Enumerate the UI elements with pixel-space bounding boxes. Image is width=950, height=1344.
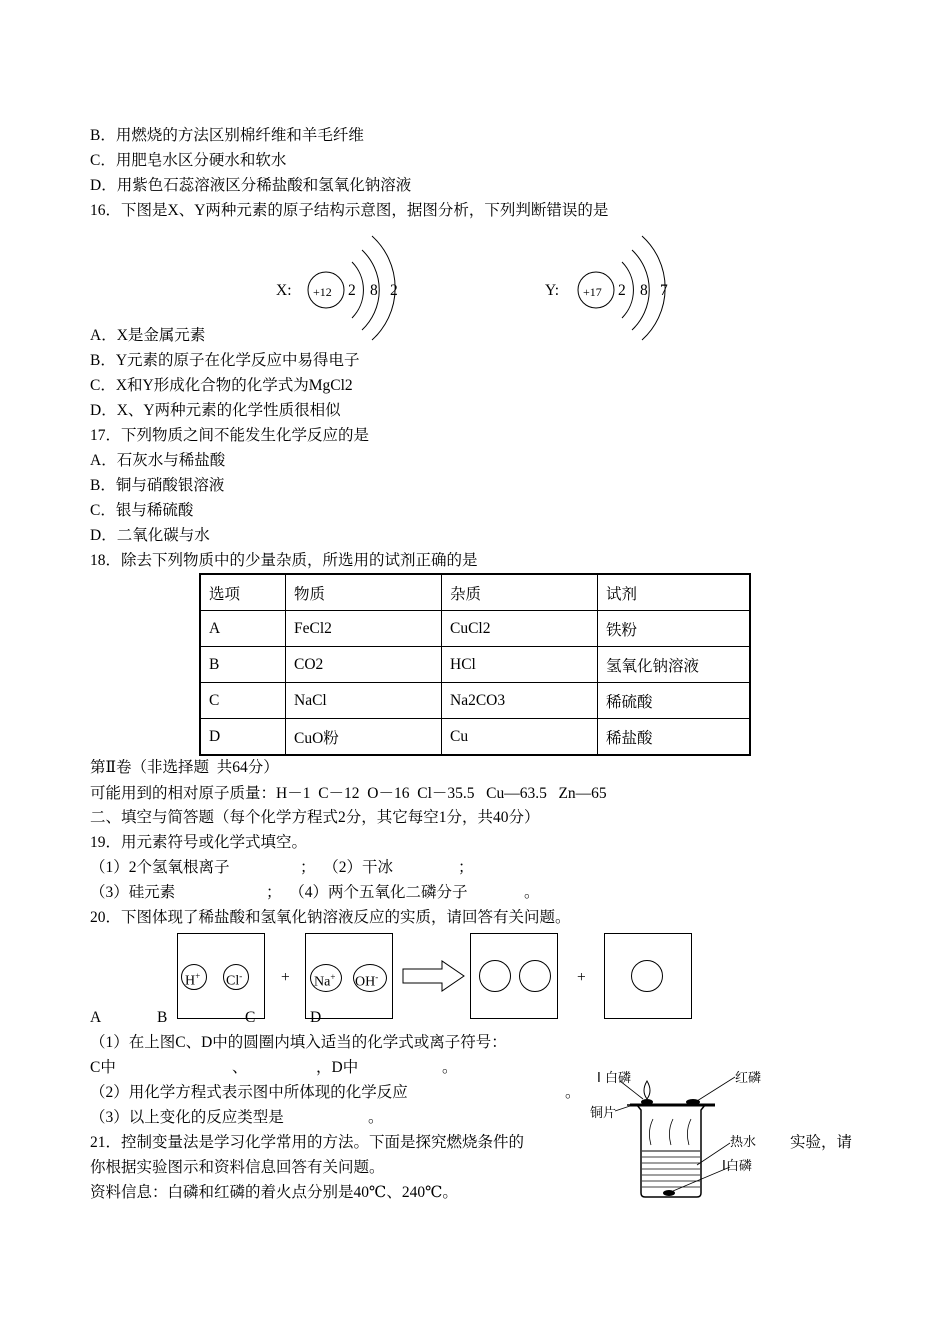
q21-stem-end: 实验，请 [790,1134,853,1151]
atom-y-nucleus-charge: +17 [583,285,602,299]
plus-sign-2: + [577,969,586,986]
q19-item-4: ； （4）两个五氧化二磷分子 [266,884,468,901]
q20-line-end: 。 [442,1059,458,1076]
flame-icon [644,1081,650,1099]
q21-instruction: 你根据实验图示和资料信息回答有关问题。 [90,1159,385,1176]
label-hot-water: 热水 [730,1135,757,1150]
q17-option-d: D．二氧化碳与水 [90,527,210,544]
atom-x-shell-2-count: 8 [370,282,378,299]
table-cell: HCl [442,647,598,683]
q19-item-3: （3）硅元素 [90,884,176,901]
atom-x-nucleus-charge: +12 [313,285,332,299]
table-cell: B [200,647,286,683]
table-header-cell: 选项 [200,574,286,611]
atom-y-shell-2-count: 8 [640,282,648,299]
q17-option-b: B．铜与硝酸银溶液 [90,477,225,494]
q18-stem: 18．除去下列物质中的少量杂质，所选用的试剂正确的是 [90,552,478,569]
table-header-cell: 杂质 [442,574,598,611]
table-cell: 铁粉 [598,611,751,647]
table-cell: 氢氧化钠溶液 [598,647,751,683]
table-cell: CuCl2 [442,611,598,647]
q15-option-b: B．用燃烧的方法区别棉纤维和羊毛纤维 [90,127,364,144]
atom-y-shell-3-count: 7 [660,282,668,299]
ion-h-label: H+ [185,971,201,989]
q20-sub-3: （3）以上变化的反应类型是 [90,1109,284,1126]
section2-heading: 二、填空与简答题（每个化学方程式2分，其它每空1分，共40分） [90,809,540,826]
plus-sign-1: + [281,969,290,986]
q16-option-a: A．X是金属元素 [90,327,206,344]
atom-y-shell-1-count: 2 [618,282,626,299]
q20-sub-3-end: 。 [368,1109,384,1126]
blank-circle-c2 [519,960,551,992]
atom-x-label: X: [276,282,292,299]
atomic-masses: 可能用到的相对原子质量：H－1 C－12 O－16 Cl－35.5 Cu—63.5 Zn—65 [90,785,607,802]
q20-c-blank: C中 [90,1059,116,1076]
q15-option-d: D．用紫色石蕊溶液区分稀盐酸和氢氧化钠溶液 [90,177,412,194]
q15-option-c: C．用肥皂水区分硬水和软水 [90,152,287,169]
q16-stem: 16．下图是X、Y两种元素的原子结构示意图，据图分析，下列判断错误的是 [90,202,609,219]
red-phosphorus-icon [686,1099,700,1105]
q20-stem: 20．下图体现了稀盐酸和氢氧化钠溶液反应的实质，请回答有关问题。 [90,909,571,926]
q19-item-1: （1）2个氢氧根离子 [90,859,230,876]
box-label-a: A [90,1009,102,1026]
q20-sub-2: （2）用化学方程式表示图中所体现的化学反应 [90,1084,408,1101]
label-white-phosphorus-top: Ⅰ 白磷 [597,1071,631,1086]
atom-x-shell-1-count: 2 [348,282,356,299]
q16-option-d: D．X、Y两种元素的化学性质很相似 [90,402,341,419]
q19-item-4-end: 。 [524,884,540,901]
label-red-phosphorus: 红磷 [735,1071,762,1086]
q21-stem: 21．控制变量法是学习化学常用的方法。下面是探究燃烧条件的 [90,1134,525,1151]
atom-x-shell-3-count: 2 [390,282,398,299]
q19-item-2: ； （2）干冰 [300,859,394,876]
q21-info: 资料信息：白磷和红磷的着火点分别是40℃、240℃。 [90,1184,458,1201]
table-cell: NaCl [286,683,442,719]
q16-option-c: C．X和Y形成化合物的化学式为MgCl2 [90,377,353,394]
q19-stem: 19．用元素符号或化学式填空。 [90,834,308,851]
table-row [200,611,750,647]
table-cell: D [200,719,286,756]
table-row [200,719,750,756]
q20-sub-2-end: 。 [565,1084,581,1101]
q17-stem: 17．下列物质之间不能发生化学反应的是 [90,427,370,444]
box-label-b: B [157,1009,168,1026]
table-cell: A [200,611,286,647]
table-header-cell: 物质 [286,574,442,611]
label-copper-plate: 铜片 [590,1106,617,1121]
label-white-phosphorus-bottom: Ⅰ白磷 [722,1159,752,1174]
atom-y-label: Y: [545,282,560,299]
impurity-table [199,573,751,756]
table-header-row [200,574,750,611]
table-cell: 稀盐酸 [598,719,751,756]
q20-separator: 、 [232,1059,248,1076]
reaction-arrow-icon [402,960,466,992]
box-label-c: C [245,1009,256,1026]
table-header-cell: 试剂 [598,574,751,611]
table-cell: FeCl2 [286,611,442,647]
table-row [200,683,750,719]
blank-circle-c1 [479,960,511,992]
ion-oh-label: OH- [355,972,379,990]
q20-sub-1: （1）在上图C、D中的圆圈内填入适当的化学式或离子符号： [90,1034,507,1051]
table-cell: Cu [442,719,598,756]
table-cell: CuO粉 [286,719,442,756]
ion-cl-label: Cl- [226,971,243,989]
part2-heading: 第Ⅱ卷（非选择题 共64分） [90,759,279,776]
q19-item-2-end: ； [458,859,474,876]
table-cell: CO2 [286,647,442,683]
q17-option-a: A．石灰水与稀盐酸 [90,452,226,469]
ion-na-label: Na+ [314,972,336,990]
table-cell: C [200,683,286,719]
white-phosphorus-top-icon [641,1099,653,1105]
table-row [200,647,750,683]
q20-d-blank: ，D中 [316,1059,359,1076]
box-label-d: D [310,1009,322,1026]
blank-circle-d [631,960,663,992]
q16-option-b: B．Y元素的原子在化学反应中易得电子 [90,352,360,369]
q17-option-c: C．银与稀硫酸 [90,502,194,519]
table-cell: 稀硫酸 [598,683,751,719]
table-cell: Na2CO3 [442,683,598,719]
